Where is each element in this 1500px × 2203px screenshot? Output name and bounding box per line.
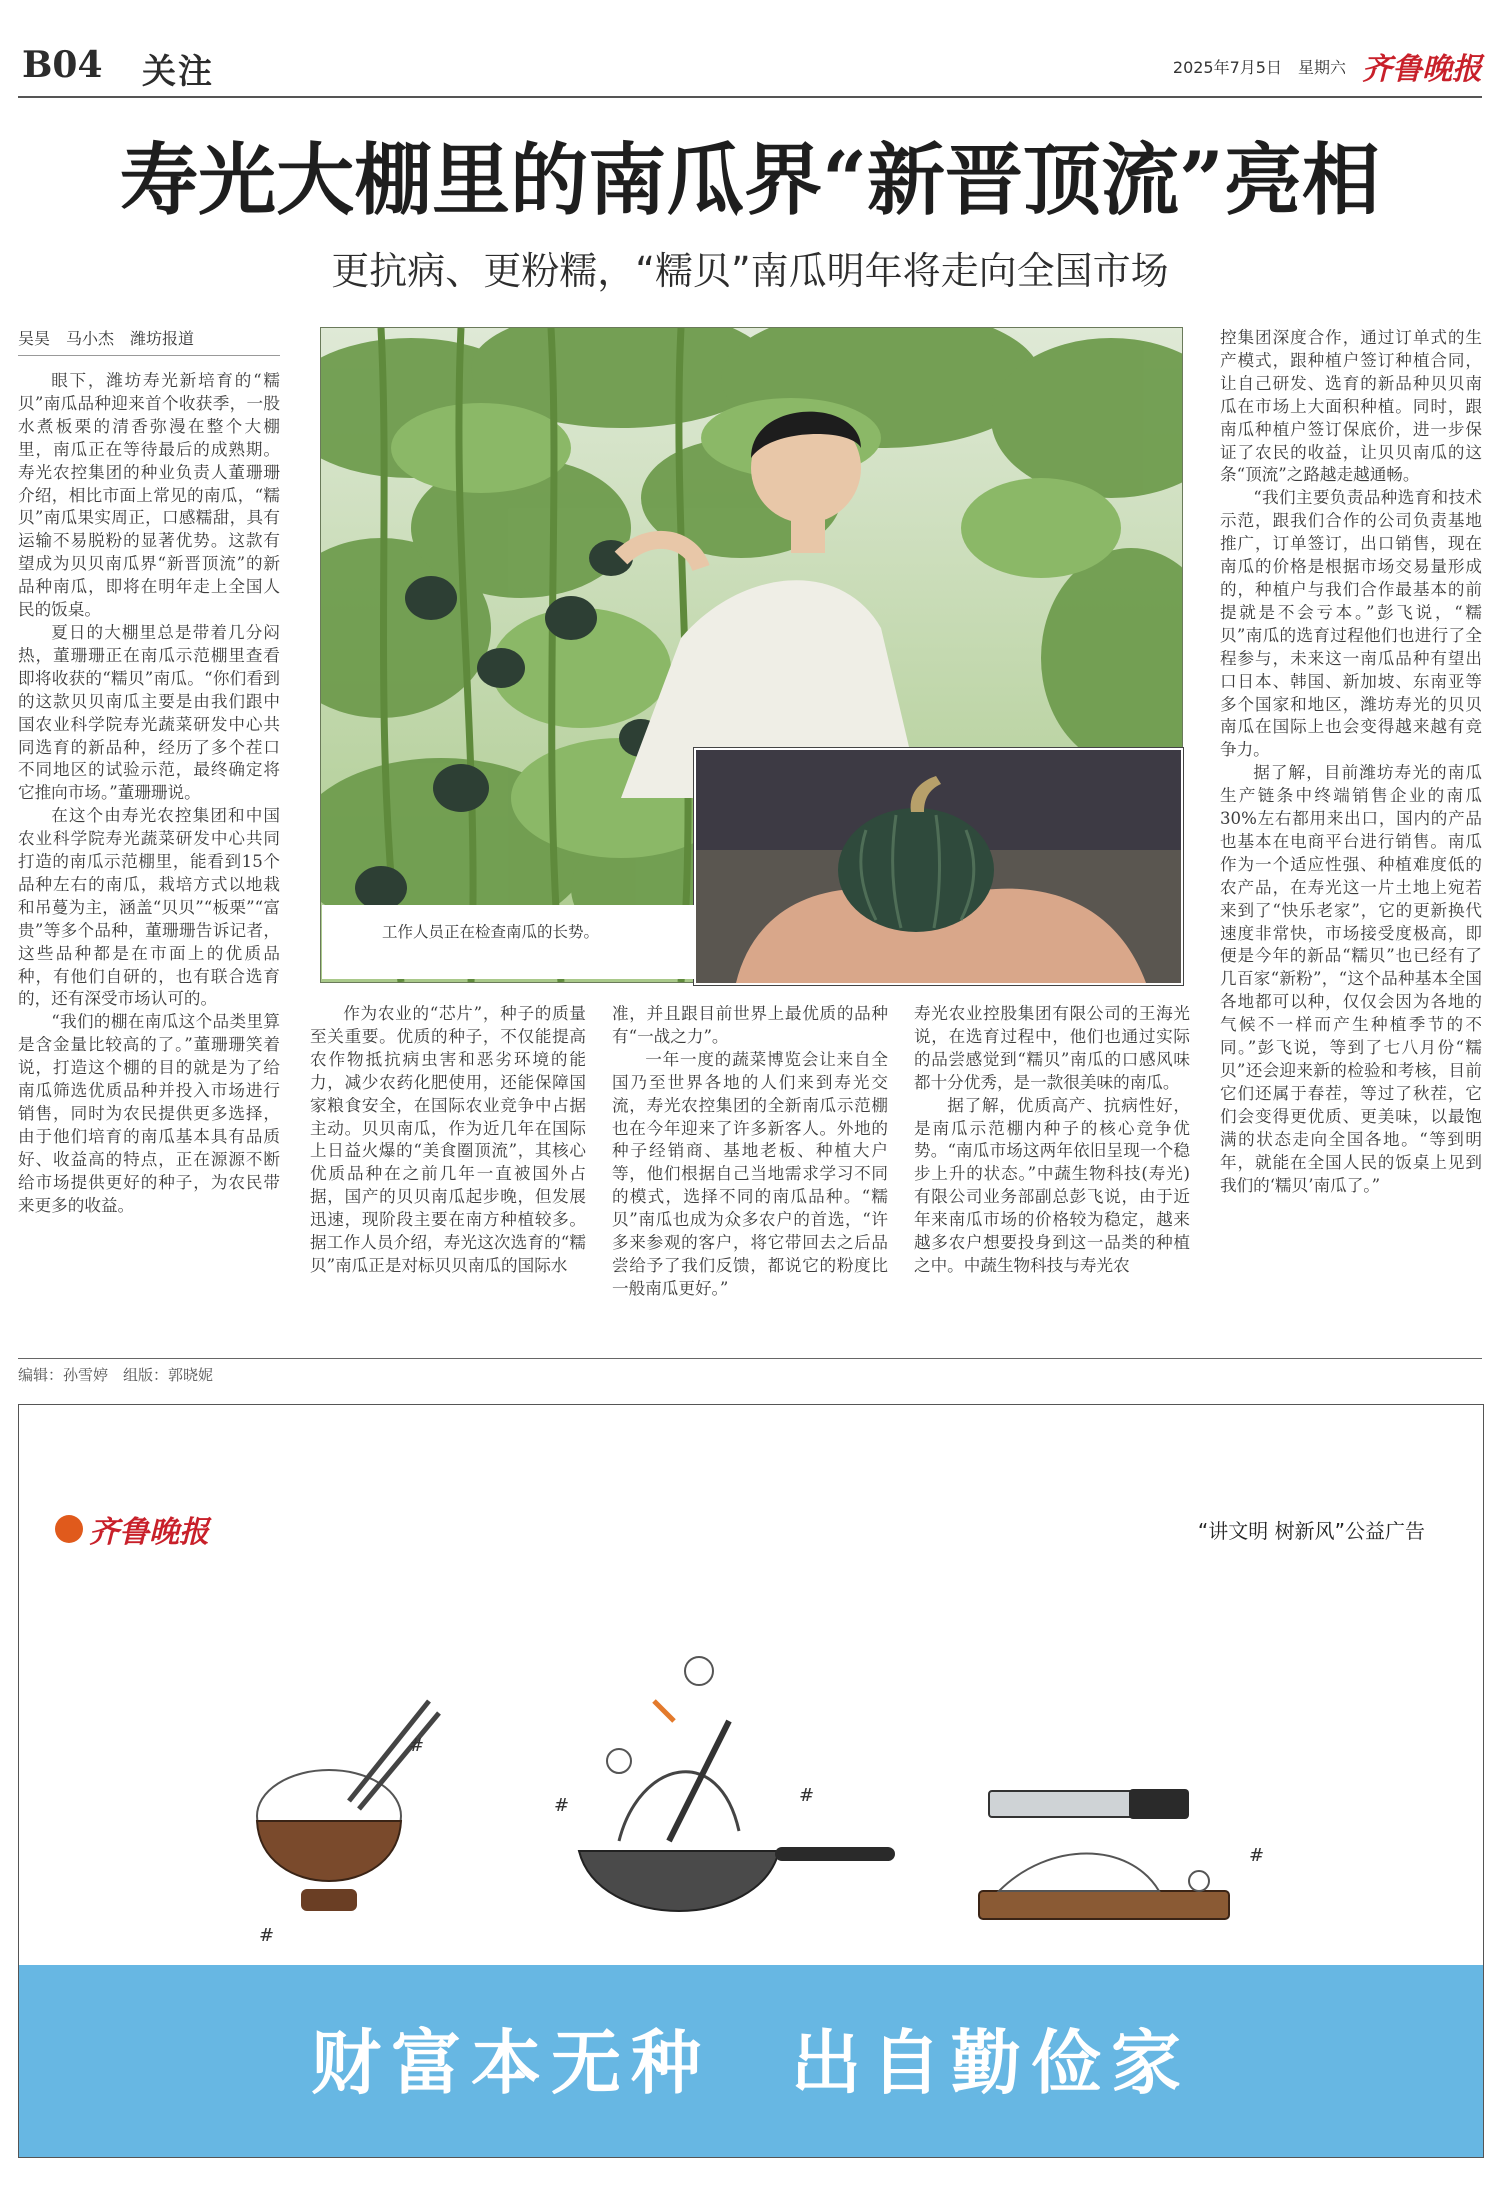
- article-column-3: [612, 1003, 888, 1340]
- ad-slogan-band: [19, 1965, 1483, 2157]
- rice-bowl-icon: [257, 1701, 439, 1946]
- paragraph: 一年一度的蔬菜博览会让来自全国乃至世界各地的人们来到寿光交流，寿光农控集团的全新南瓜示范棚也在今年迎来了许多新客人。外地的种子经销商、基地老板、种植大户等，他们根据自己当地需求学习不同的模式，选择不同的南瓜品种。“糯贝”南瓜也成为众多农户的首选，“许多来参观的客户，将它带回去之后品尝给予了我们反馈，都说它的粉度比一般南瓜更好。”: [612, 1049, 888, 1298]
- ad-logo-text: 齐鲁晚报: [89, 1515, 209, 1550]
- header-meta: [1173, 46, 1482, 86]
- public-service-ad: [18, 1404, 1484, 2158]
- caption-box: [322, 905, 694, 979]
- paragraph: 眼下，潍坊寿光新培育的“糯贝”南瓜品种迎来首个收获季，一股水煮板栗的清香弥漫在整个大棚里，南瓜正在等待最后的成熟期。寿光农控集团的种业负责人董珊珊介绍，相比市面上常见的南瓜，“糯贝”南瓜果实周正，口感糯甜，具有运输不易脱粉的显著优势。这款有望成为贝贝南瓜界“新晋顶流”的新品种南瓜，即将在明年走上全国人民的饭桌。: [18, 371, 280, 620]
- issue-weekday: 星期六: [1297, 57, 1346, 77]
- svg-text:#: #: [554, 1795, 570, 1816]
- section-code: B04: [22, 44, 103, 86]
- subheadline: 更抗病、更粉糯，“糯贝”南瓜明年将走向全国市场: [331, 249, 1169, 293]
- logo-sun-icon: [55, 1515, 83, 1543]
- paragraph: 据了解，优质高产、抗病性好，是南瓜示范棚内种子的核心竞争优势。“南瓜市场这两年依旧呈现一个稳步上升的状态。”中蔬生物科技(寿光)有限公司业务部副总彭飞说，由于近年来南瓜市场的价格较为稳定，越来越多农户想要投身到这一品类的种植之中。中蔬生物科技与寿光农: [914, 1095, 1190, 1275]
- editor-credit: 编辑：孙雪婷 组版：郭晓妮: [18, 1366, 214, 1384]
- ad-slogan: 财富本无种 出自勤俭家: [311, 2021, 1191, 2104]
- paragraph: 在这个由寿光农控集团和中国农业科学院寿光蔬菜研发中心共同打造的南瓜示范棚里，能看到15个品种左右的南瓜，栽培方式以地栽和吊蔓为主，涵盖“贝贝”“板栗”“富贵”等多个品种，董珊珊告诉记者，这些品种都是在市面上的优质品种，有他们自研的，也有联合选育的，还有深受市场认可的。: [18, 806, 280, 1009]
- ad-logo: [55, 1507, 209, 1551]
- byline: 吴昊 马小杰 潍坊报道: [18, 326, 280, 356]
- cutting-board-icon: [979, 1789, 1264, 1919]
- hands-holding-pumpkin-image: [696, 750, 1181, 983]
- section-name: 关注: [142, 52, 214, 92]
- ad-illustration: [199, 1641, 1339, 1971]
- paragraph: “我们主要负责品种选育和技术示范，跟我们合作的公司负责基地推广，订单签订，出口销售，现在南瓜的价格是根据市场交易量形成的，种植户与我们合作最基本的前提就是不会亏本。”彭飞说，“糯贝”南瓜的选育过程他们也进行了全程参与，未来这一南瓜品种有望出口日本、韩国、新加坡、东南亚等多个国家和地区，潍坊寿光的贝贝南瓜在国际上也会变得越来越有竞争力。: [1220, 488, 1482, 760]
- paragraph: 夏日的大棚里总是带着几分闷热，董珊珊正在南瓜示范棚里查看即将收获的“糯贝”南瓜。“你们看到的这款贝贝南瓜主要是由我们跟中国农业科学院寿光蔬菜研发中心共同选育的新品种，经历了多个茬口不同地区的试验示范，最终确定将它推向市场。”董珊珊说。: [18, 622, 280, 803]
- wok-icon: [554, 1657, 895, 1911]
- paragraph: 控集团深度合作，通过订单式的生产模式，跟种植户签订种植合同，让自己研发、选育的新品种贝贝南瓜在市场上大面积种植。同时，跟南瓜种植户签订保底价，进一步保证了农民的收益，让贝贝南瓜的这条“顶流”之路越走越通畅。: [1220, 328, 1482, 485]
- issue-date: 2025年7月5日: [1172, 57, 1282, 77]
- paragraph: 准，并且跟目前世界上最优质的品种有“一战之力”。: [612, 1004, 888, 1046]
- paragraph: “我们的棚在南瓜这个品类里算是含金量比较高的了。”董珊珊笑着说，打造这个棚的目的就是为了给南瓜筛选优质品种并投入市场进行销售，同时为农民提供更多选择，由于他们培育的南瓜基本具有品质好、收益高的特点，正在源源不断给市场提供更好的种子，为农民带来更多的收益。: [18, 1012, 280, 1215]
- svg-text:#: #: [1249, 1845, 1265, 1866]
- article-column-2: [310, 1003, 586, 1340]
- svg-text:#: #: [409, 1735, 425, 1756]
- paragraph: 据了解，目前潍坊寿光的南瓜生产链条中终端销售企业的南瓜30%左右都用来出口，国内的产品也基本在电商平台进行销售。南瓜作为一个适应性强、种植难度低的农产品，在寿光这一片土地上宛若来到了“快乐老家”，它的更新换代速度非常快，市场接受度极高，即便是今年的新品“糯贝”也已经有了几百家“新粉”，“这个品种基本全国各地都可以种，仅仅会因为各地的气候不一样而产生种植季节的不同。”彭飞说，等到了七八月份“糯贝”还会迎来新的检验和考核，目前它们还属于春茬，等过了秋茬，它们会变得更优质、更美味，以最饱满的状态走向全国各地。“等到明年，就能在全国人民的饭桌上见到我们的‘糯贝’南瓜了。”: [1220, 763, 1482, 1195]
- masthead-logo: 齐鲁晚报: [1362, 52, 1482, 87]
- inset-photo: [694, 748, 1183, 985]
- paragraph: 作为农业的“芯片”，种子的质量至关重要。优质的种子，不仅能提高农作物抵抗病虫害和恶劣环境的能力，减少农药化肥使用，还能保障国家粮食安全，在国际农业竞争中占据主动。贝贝南瓜，作为近几年在国际上日益火爆的“美食圈顶流”，其核心优质品种在之前几年一直被国外占据，国产的贝贝南瓜起步晚，但发展迅速，现阶段主要在南方种植较多。据工作人员介绍，寿光这次选育的“糯贝”南瓜正是对标贝贝南瓜的国际水: [310, 1004, 586, 1275]
- photo-caption: 工作人员正在检查南瓜的长势。: [382, 923, 600, 941]
- ad-tagline: “讲文明 树新风”公益广告: [1197, 1519, 1425, 1543]
- headline: 寿光大棚里的南瓜界“新晋顶流”亮相: [120, 135, 1380, 226]
- article-column-5: [1220, 327, 1482, 1340]
- page-header: [18, 34, 1482, 92]
- header-divider: [18, 96, 1482, 98]
- paragraph: 寿光农业控股集团有限公司的王海光说，在选育过程中，他们也通过实际的品尝感觉到“糯贝”南瓜的口感风味都十分优秀，是一款很美味的南瓜。: [914, 1004, 1190, 1092]
- svg-text:#: #: [259, 1925, 275, 1946]
- svg-text:#: #: [799, 1785, 815, 1806]
- article-column-4: [914, 1003, 1190, 1340]
- footer-divider: [18, 1358, 1482, 1359]
- article-column-1: [18, 370, 280, 1340]
